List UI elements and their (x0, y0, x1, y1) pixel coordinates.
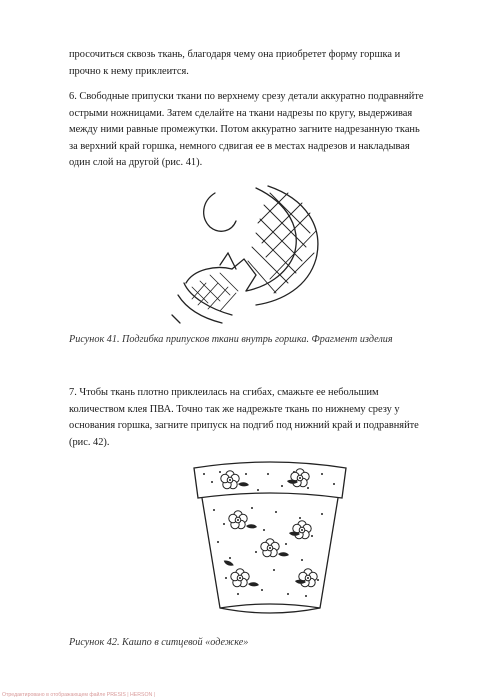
text-line: (рис. 42). (69, 436, 110, 448)
editor-watermark: Отредактировано в отображающем файле PRESIS | HERSON | (2, 692, 156, 698)
pot-rim-fragment-drawing (170, 183, 340, 325)
text-line: основания горшка, загните припуск на подгиб под нижний край и подравняйте (69, 420, 419, 432)
text-line: острыми ножницами. Затем сделайте на ткани надрезы по кругу, выдерживая (69, 107, 413, 119)
text-line: просочиться сквозь ткань, благодаря чему она приобретет форму горшка и (69, 49, 401, 60)
text-line: количеством клея ПВА. Точно так же надрежьте ткань по нижнему срезу у (69, 403, 400, 415)
figure-41-illustration (170, 183, 340, 325)
flowerpot-drawing (190, 460, 350, 620)
text-line: между ними равные промежутки. Потом аккуратно загните надрезанную ткань (69, 124, 420, 136)
text-line: 6. Свободные припуски ткани по верхнему срезу детали аккуратно подравняйте (69, 91, 424, 102)
text-line: за верхний край горшка, немного сдвигая ее в местах надрезов и накладывая (69, 140, 410, 152)
paragraph-step-6 (69, 89, 439, 172)
figure-42-illustration (190, 460, 350, 620)
text-line: один слой на другой (рис. 41). (69, 157, 203, 169)
figure-41-caption: Рисунок 41. Подгибка припусков ткани внутрь горшка. Фрагмент изделия (69, 334, 393, 345)
paragraph-intro (69, 47, 439, 80)
text-line: 7. Чтобы ткань плотно приклеилась на сгибах, смажьте ее небольшим (69, 387, 379, 398)
paragraph-step-7 (69, 385, 439, 451)
figure-42-caption: Рисунок 42. Кашпо в ситцевой «одежке» (69, 637, 249, 648)
text-line: прочно к нему приклеится. (69, 65, 189, 77)
